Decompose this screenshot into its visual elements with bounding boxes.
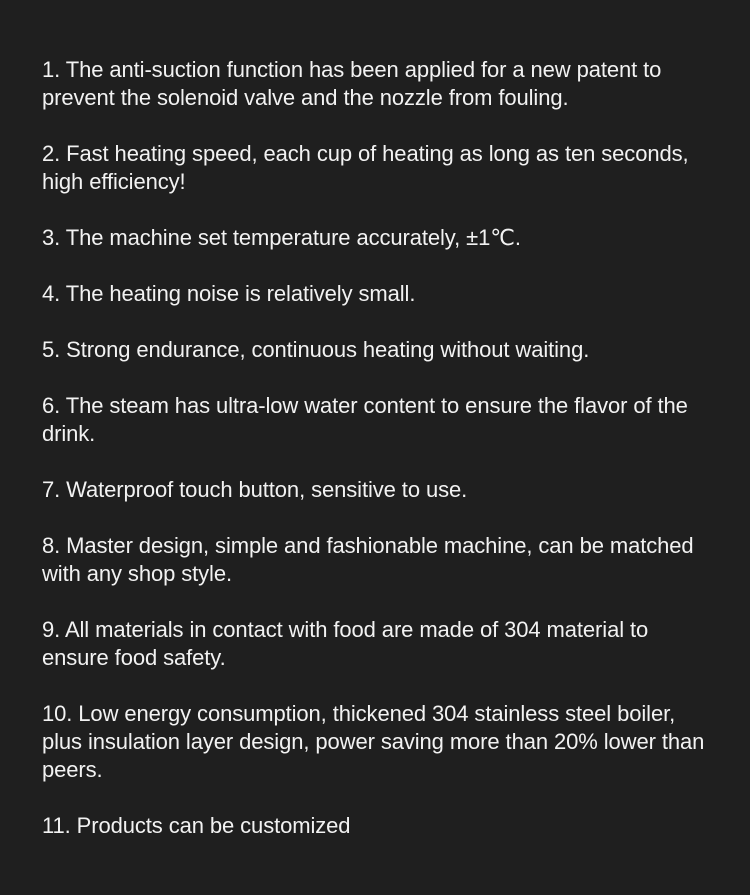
feature-item-5: 5. Strong endurance, continuous heating without waiting. [42, 337, 590, 362]
feature-item-8: 8. Master design, simple and fashionable machine, can be matched with any shop style. [42, 533, 694, 586]
feature-list [42, 56, 714, 840]
feature-item-9: 9. All materials in contact with food are made of 304 material to ensure food safety. [42, 617, 649, 670]
feature-item-2: 2. Fast heating speed, each cup of heating as long as ten seconds, high efficiency! [42, 141, 689, 194]
feature-item-10: 10. Low energy consumption, thickened 304 stainless steel boiler, plus insulation layer design, power saving more than 20% lower than peers. [42, 701, 705, 782]
feature-item-3: 3. The machine set temperature accurately, ±1℃. [42, 225, 521, 250]
feature-item-7: 7. Waterproof touch button, sensitive to use. [42, 477, 468, 502]
feature-item-1: 1. The anti-suction function has been applied for a new patent to prevent the solenoid valve and the nozzle from fouling. [42, 57, 662, 110]
feature-item-4: 4. The heating noise is relatively small. [42, 281, 416, 306]
feature-item-11: 11. Products can be customized [42, 813, 351, 838]
feature-item-6: 6. The steam has ultra-low water content to ensure the flavor of the drink. [42, 393, 688, 446]
